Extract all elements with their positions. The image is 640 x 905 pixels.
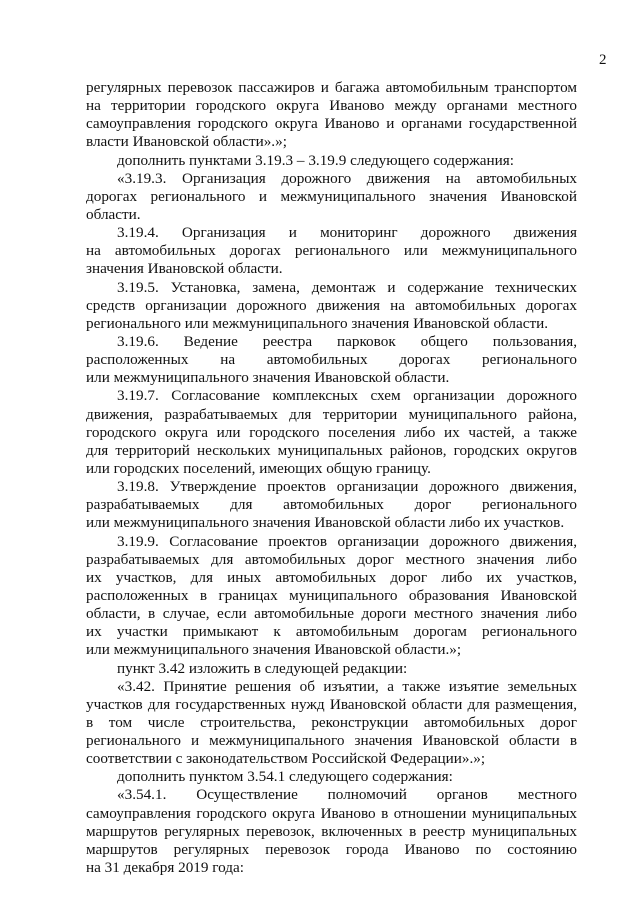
- text-line: разрабатываемых для автомобильных дорог местного значения либо: [86, 550, 577, 568]
- text-line: дорогах регионального и межмуниципального значения Ивановской: [86, 187, 577, 205]
- text-line: расположенных на автомобильных дорогах регионального: [86, 351, 577, 369]
- text-line: маршрутов регулярных перевозок города Иваново по состоянию: [86, 840, 577, 858]
- text-line: пункт 3.42 изложить в следующей редакции:: [117, 659, 408, 677]
- text-line: власти Ивановской области».»;: [86, 133, 287, 151]
- text-line: регулярных перевозок пассажиров и багажа автомобильным транспортом: [86, 79, 577, 96]
- text-line: для территорий нескольких муниципальных районов, городских округов: [86, 441, 577, 459]
- text-line: их участков, для иных автомобильных дорог либо их участков,: [86, 568, 577, 586]
- text-line: на автомобильных дорогах регионального или межмуниципального: [86, 242, 577, 260]
- text-line: или межмуниципального значения Ивановской области.: [86, 369, 450, 387]
- text-line: области.: [86, 205, 141, 223]
- text-line: соответствии с законодательством Российской Федерации».»;: [86, 750, 486, 768]
- text-line: разрабатываемых для автомобильных дорог регионального: [86, 496, 577, 514]
- text-line: 3.19.9. Согласование проектов организации дорожного движения,: [117, 532, 577, 550]
- text-line: или межмуниципального значения Ивановской области.»;: [86, 641, 462, 659]
- text-line: самоуправления городского округа Иваново и органами государственной: [86, 115, 577, 133]
- page-number: 2: [599, 52, 607, 68]
- text-line: 3.19.4. Организация и мониторинг дорожного движения: [117, 224, 577, 242]
- text-line: движения, разрабатываемых для территории муниципального района,: [86, 405, 577, 423]
- text-line: на 31 декабря 2019 года:: [86, 859, 244, 877]
- text-line: участков для государственных нужд Ивановской области для размещения,: [86, 695, 577, 713]
- text-line: маршрутов регулярных перевозок, включенных в реестр муниципальных: [86, 822, 577, 840]
- text-line: самоуправления городского округа Иваново в отношении муниципальных: [86, 804, 577, 822]
- text-line: или межмуниципального значения Ивановской области либо их участков.: [86, 514, 565, 532]
- text-line: в том числе строительства, реконструкции автомобильных дорог: [86, 713, 577, 731]
- text-line: или городских поселений, имеющих общую границу.: [86, 459, 431, 477]
- text-line: регионального или межмуниципального значения Ивановской области.: [86, 314, 549, 332]
- text-line: «3.19.3. Организация дорожного движения на автомобильных: [117, 169, 577, 187]
- text-line: на территории городского округа Иваново между органами местного: [86, 97, 577, 115]
- text-line: дополнить пунктом 3.54.1 следующего содержания:: [117, 768, 453, 786]
- text-line: регионального и межмуниципального значения Ивановской области в: [86, 732, 577, 750]
- text-line: «3.42. Принятие решения об изъятии, а также изъятие земельных: [117, 677, 577, 695]
- text-line: области, в случае, если автомобильные дороги местного значения либо: [86, 605, 577, 623]
- text-line: 3.19.7. Согласование комплексных схем организации дорожного: [117, 387, 577, 405]
- text-line: их участки примыкают к автомобильным дорогам регионального: [86, 623, 577, 641]
- text-line: 3.19.8. Утверждение проектов организации дорожного движения,: [117, 478, 577, 496]
- document-body: [86, 79, 577, 877]
- text-line: 3.19.6. Ведение реестра парковок общего пользования,: [117, 332, 577, 350]
- text-line: значения Ивановской области.: [86, 260, 283, 278]
- text-line: расположенных в границах муниципального образования Ивановской: [86, 586, 577, 604]
- text-line: средств организации дорожного движения на автомобильных дорогах: [86, 296, 577, 314]
- text-line: «3.54.1. Осуществление полномочий органов местного: [117, 786, 577, 804]
- text-line: 3.19.5. Установка, замена, демонтаж и содержание технических: [117, 278, 577, 296]
- text-line: городского округа или городского поселения либо их частей, а также: [86, 423, 577, 441]
- text-line: дополнить пунктами 3.19.3 – 3.19.9 следующего содержания:: [117, 151, 514, 169]
